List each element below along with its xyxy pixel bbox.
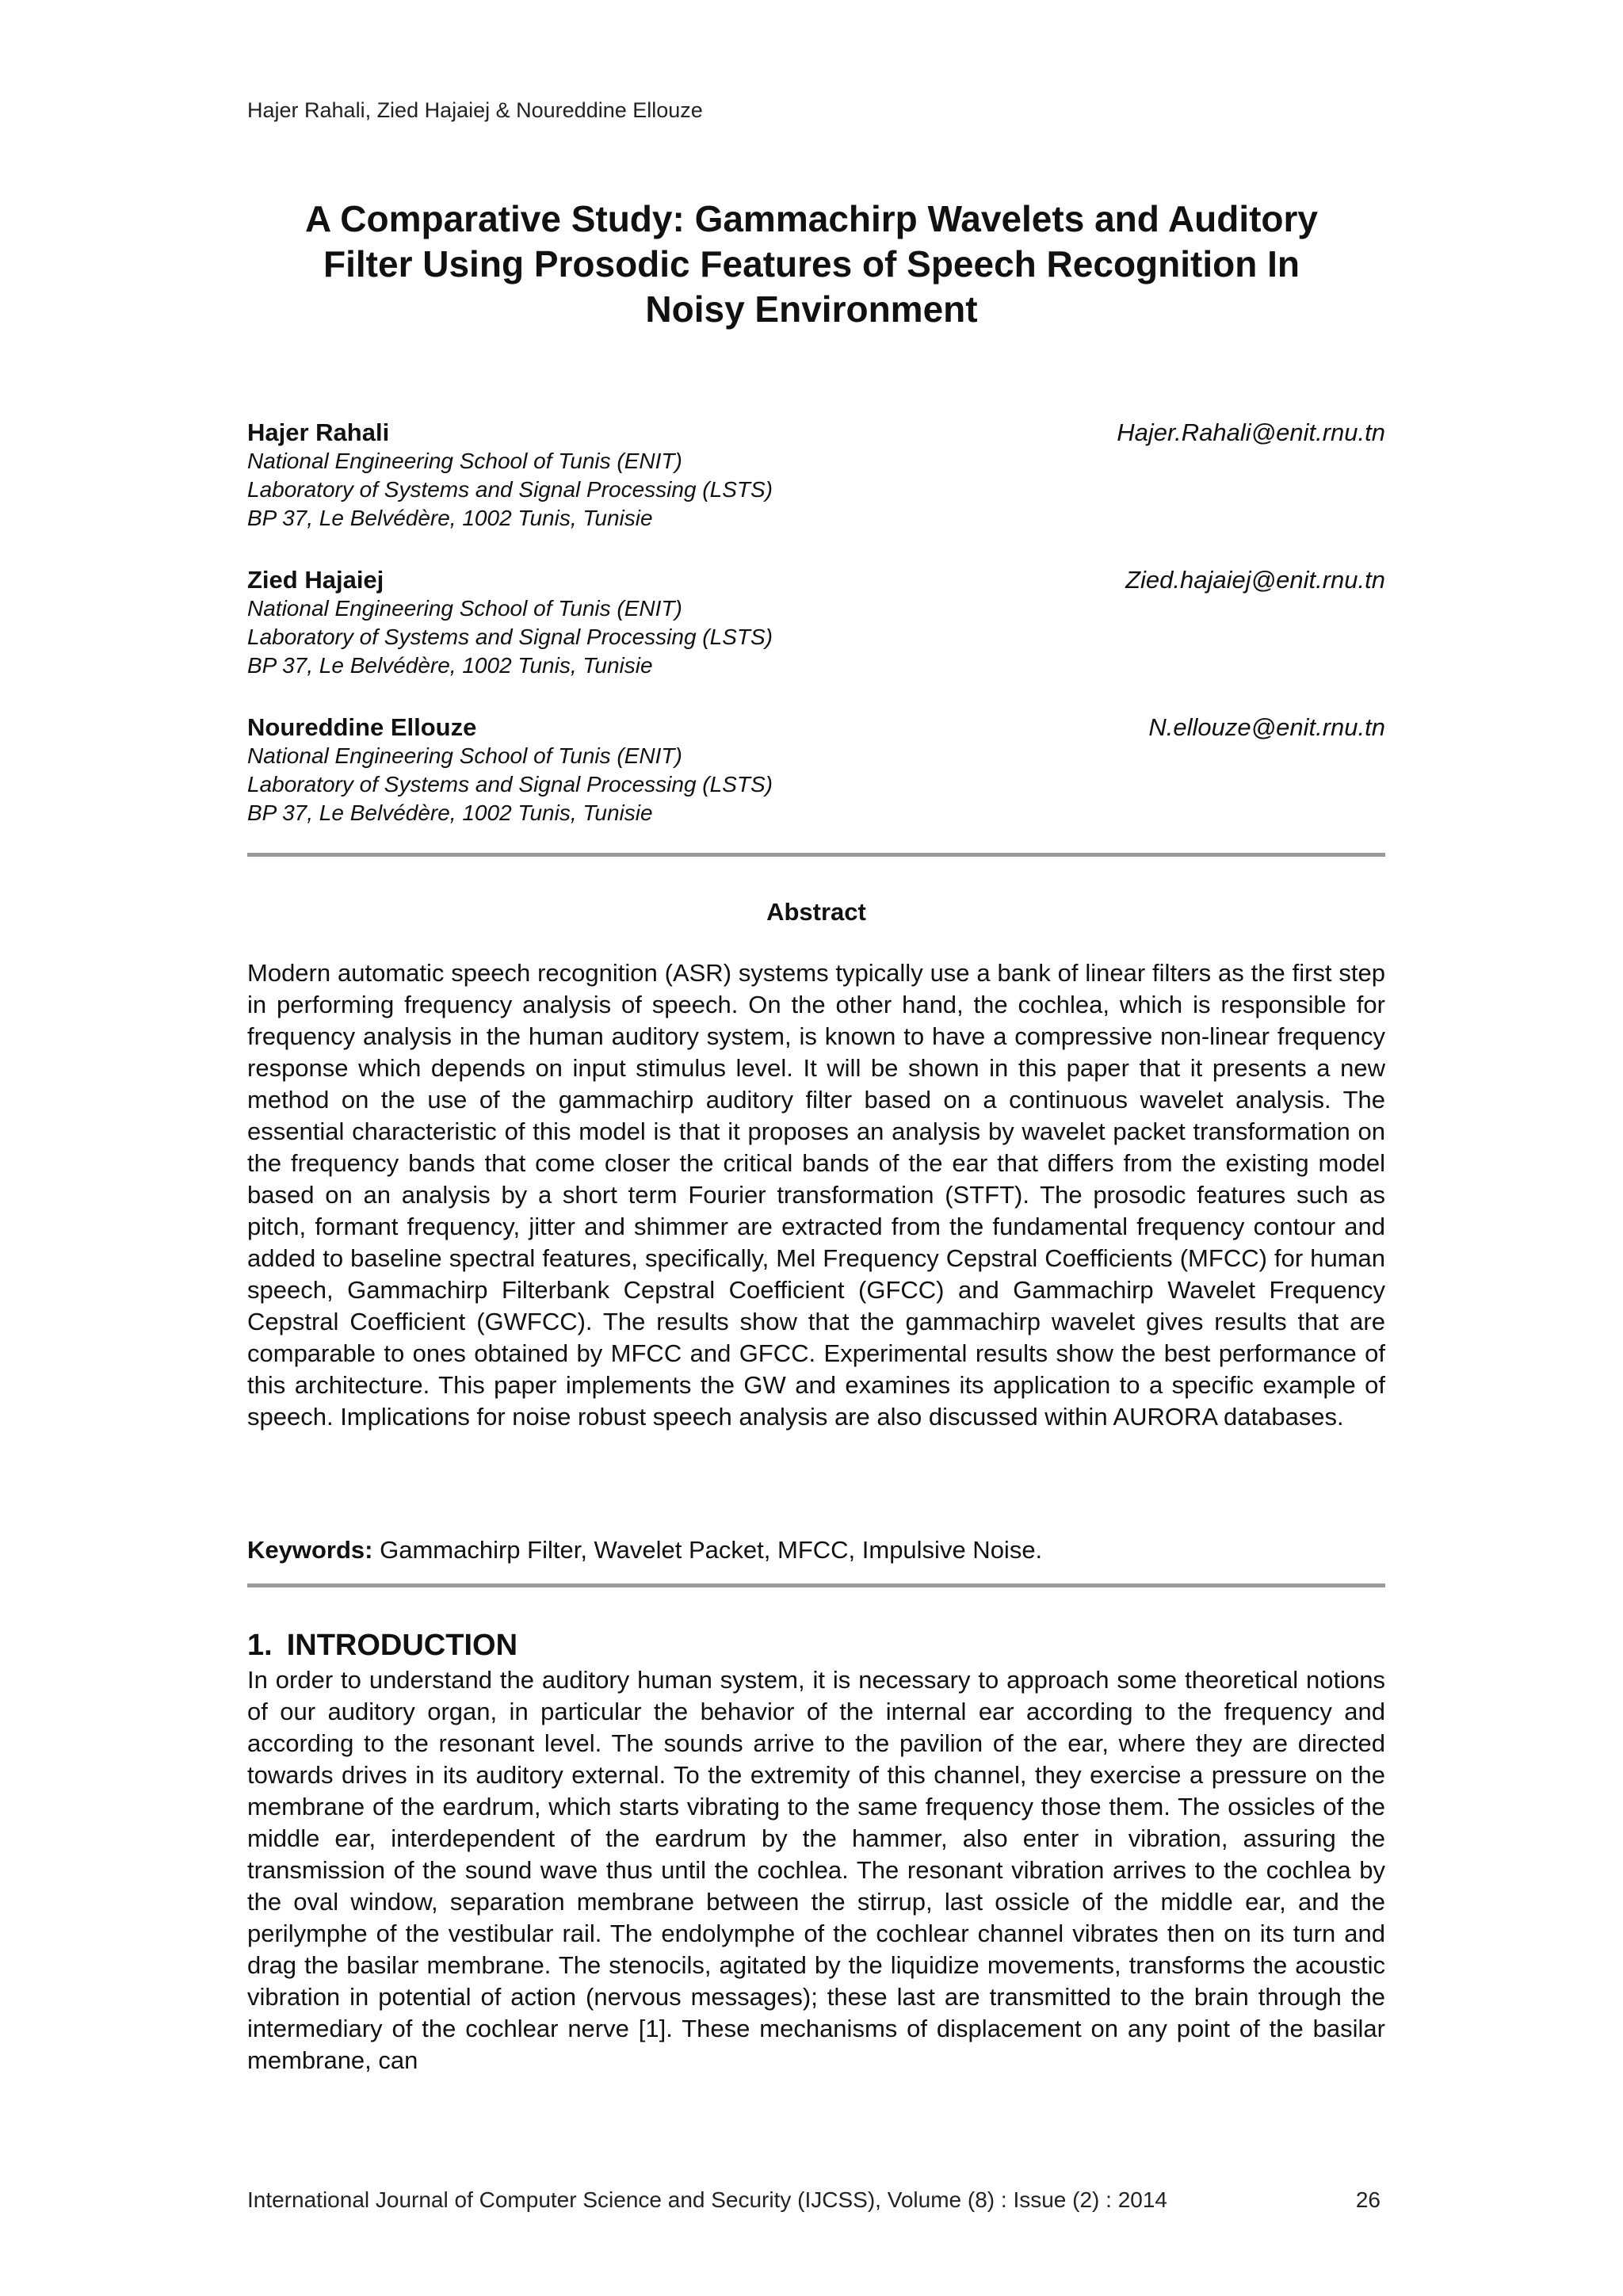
section-heading-introduction — [247, 1628, 517, 1663]
title-line: A Comparative Study: Gammachirp Wavelets and Auditory — [304, 198, 1319, 239]
author-name: Hajer Rahali — [247, 418, 390, 446]
author-email: Hajer.Rahali@enit.rnu.tn — [1117, 418, 1385, 446]
title-line: Noisy Environment — [645, 288, 978, 330]
author-email: N.ellouze@enit.rnu.tn — [1148, 713, 1385, 741]
section-number: 1. — [247, 1629, 273, 1662]
author-affiliation-line: National Engineering School of Tunis (ENIT) — [247, 743, 682, 768]
author-affiliation-line: National Engineering School of Tunis (ENIT) — [247, 449, 682, 473]
author-affiliation-line: BP 37, Le Belvédère, 1002 Tunis, Tunisie — [247, 506, 653, 530]
abstract-heading: Abstract — [766, 898, 866, 926]
introduction-text: In order to understand the auditory human system, it is necessary to approach some theoretical notions of our auditory organ, in particular the behavior of the internal ear according to the frequency and according to the resonant level. The sounds arrive to the pavilion of the ear, where they are directed towards drives in its auditory external. To the extremity of this channel, they exercise a pressure on the membrane of the eardrum, which starts vibrating to the same frequency those them. The ossicles of the middle ear, interdependent of the eardrum by the hammer, also enter in vibration, assuring the transmission of the sound wave thus until the cochlea. The resonant vibration arrives to the cochlea by the oval window, separation membrane between the stirrup, last ossicle of the middle ear, and the perilymphe of the vestibular rail. The endolymphe of the cochlear channel vibrates then on its turn and drag the basilar membrane. The stenocils, agitated by the liquidize movements, transforms the acoustic vibration in potential of action (nervous messages); these last are transmitted to the brain through the intermediary of the cochlear nerve [1]. These mechanisms of displacement on any point of the basilar membrane, can — [247, 1666, 1385, 2074]
section-divider — [247, 853, 1385, 857]
keywords-label: Keywords: — [247, 1536, 373, 1564]
author-affiliation-line: National Engineering School of Tunis (ENIT) — [247, 596, 682, 621]
author-block — [247, 713, 1385, 827]
author-name: Zied Hajaiej — [247, 566, 384, 594]
author-email: Zied.hajaiej@enit.rnu.tn — [1125, 566, 1385, 594]
section-divider — [247, 1584, 1385, 1587]
author-affiliation-line: Laboratory of Systems and Signal Processing (LSTS) — [247, 772, 773, 797]
paper-title — [238, 197, 1385, 332]
author-affiliation-line: BP 37, Le Belvédère, 1002 Tunis, Tunisie — [247, 653, 653, 678]
author-block — [247, 418, 1385, 533]
abstract-text: Modern automatic speech recognition (ASR) systems typically use a bank of linear filters as the first step in performing frequency analysis of speech. On the other hand, the cochlea, which is responsible for frequency analysis in the human auditory system, is known to have a compressive non-linear frequency response which depends on input stimulus level. It will be shown in this paper that it presents a new method on the use of the gammachirp auditory filter based on a continuous wavelet analysis. The essential characteristic of this model is that it proposes an analysis by wavelet packet transformation on the frequency bands that come closer the critical bands of the ear that differs from the existing model based on an analysis by a short term Fourier transformation (STFT). The prosodic features such as pitch, formant frequency, jitter and shimmer are extracted from the fundamental frequency contour and added to baseline spectral features, specifically, Mel Frequency Cepstral Coefficients (MFCC) for human speech, Gammachirp Filterbank Cepstral Coefficient (GFCC) and Gammachirp Wavelet Frequency Cepstral Coefficient (GWFCC). The results show that the gammachirp wavelet gives results that are comparable to ones obtained by MFCC and GFCC. Experimental results show the best performance of this architecture. This paper implements the GW and examines its application to a specific example of speech. Implications for noise robust speech analysis are also discussed within AURORA databases. — [247, 959, 1385, 1431]
author-affiliation-line: BP 37, Le Belvédère, 1002 Tunis, Tunisie — [247, 800, 653, 825]
section-title: INTRODUCTION — [286, 1629, 518, 1662]
journal-citation: International Journal of Computer Science and Security (IJCSS), Volume (8) : Issue (2) : 2014 — [247, 2187, 1168, 2212]
keywords-text: Gammachirp Filter, Wavelet Packet, MFCC, Impulsive Noise. — [380, 1536, 1043, 1564]
author-block — [247, 566, 1385, 680]
title-line: Filter Using Prosodic Features of Speech Recognition In — [323, 243, 1300, 285]
author-affiliation-line: Laboratory of Systems and Signal Processing (LSTS) — [247, 625, 773, 649]
author-affiliation-line: Laboratory of Systems and Signal Processing (LSTS) — [247, 477, 773, 502]
author-name: Noureddine Ellouze — [247, 713, 477, 741]
page-footer — [247, 2187, 1385, 2213]
page-number: 26 — [1355, 2187, 1381, 2212]
keywords — [247, 1534, 1385, 1566]
running-head: Hajer Rahali, Zied Hajaiej & Noureddine Ellouze — [247, 98, 703, 122]
